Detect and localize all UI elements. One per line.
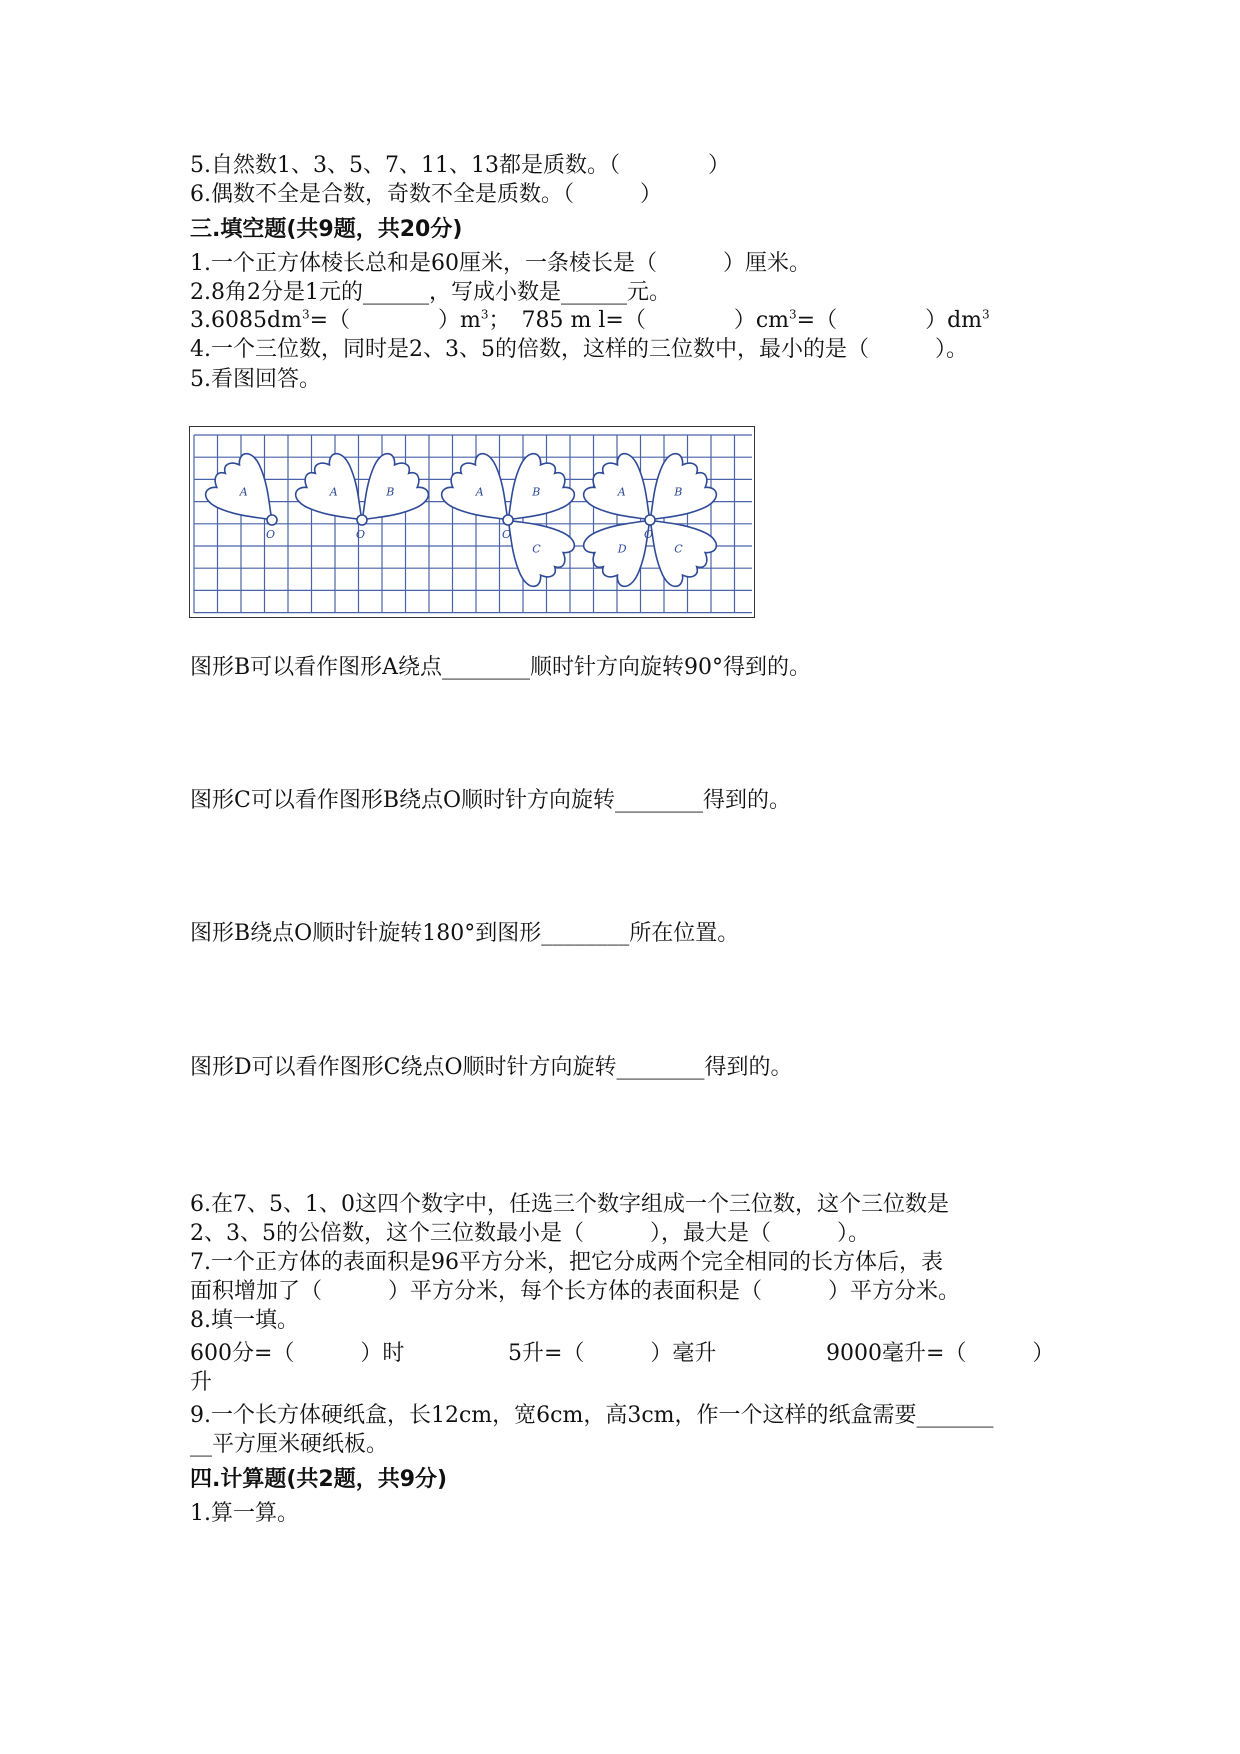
fill-q6-line1: 6.在7、5、1、0这四个数字中，任选三个数字组成一个三位数，这个三位数是: [190, 1192, 949, 1217]
center-point: [357, 515, 367, 525]
fill-q4: 4.一个三位数，同时是2、3、5的倍数，这样的三位数中，最小的是（ ）。: [190, 337, 968, 362]
petal-label: B: [532, 485, 541, 499]
fill-q3-part-a: 3.6085dm: [190, 308, 302, 333]
center-point: [645, 515, 655, 525]
fill-q3-part-d: =（ ）dm: [796, 308, 983, 333]
fill-q6-line2: 2、3、5的公倍数，这个三位数最小是（ ），最大是（ ）。: [190, 1221, 870, 1246]
petal-label: A: [475, 485, 484, 499]
judge-q5: 5.自然数1、3、5、7、11、13都是质数。（ ）: [190, 153, 730, 178]
petal-label: D: [617, 542, 627, 556]
section3-title: 三.填空题(共9题，共20分): [190, 217, 463, 242]
fill-q9-line2: __平方厘米硬纸板。: [190, 1432, 389, 1457]
fill-q5-d: 图形D可以看作图形C绕点O顺时针方向旋转________得到的。: [190, 1055, 793, 1080]
petal-label: A: [239, 485, 248, 499]
section4-title: 四.计算题(共2题，共9分): [190, 1467, 448, 1492]
fill-q7-line1: 7.一个正方体的表面积是96平方分米，把它分成两个完全相同的长方体后，表: [190, 1250, 943, 1275]
fill-q8-d: 升: [190, 1370, 213, 1395]
fill-q5-c: 图形B绕点O顺时针旋转180°到图形________所在位置。: [190, 921, 740, 946]
superscript: 3: [982, 307, 990, 322]
center-point: [503, 515, 513, 525]
fill-q8-b: 5升=（ ）毫升: [508, 1341, 717, 1366]
fill-q2: 2.8角2分是1元的______，写成小数是______元。: [190, 280, 671, 305]
petal-label: B: [386, 485, 395, 499]
calc-q1: 1.算一算。: [190, 1501, 299, 1526]
point-o-label: O: [502, 528, 512, 541]
fill-q3-part-c: ； 785 m l=（ ）cm: [488, 308, 790, 333]
petal-label: A: [617, 485, 626, 499]
fill-q3-part-b: =（ ）m: [309, 308, 481, 333]
superscript: 3: [789, 307, 797, 322]
fill-q8-a: 600分=（ ）时: [190, 1341, 405, 1366]
point-o-label: O: [266, 528, 276, 541]
rotation-figure: [189, 426, 755, 618]
petal-label: C: [674, 542, 683, 556]
fill-q8-c: 9000毫升=（ ）: [826, 1341, 1055, 1366]
petal-label: C: [532, 542, 541, 556]
petal-label: B: [674, 485, 683, 499]
center-point: [267, 515, 277, 525]
superscript: 3: [480, 307, 489, 322]
fill-q7-line2: 面积增加了（ ）平方分米，每个长方体的表面积是（ ）平方分米。: [190, 1279, 961, 1304]
fill-q3: [190, 307, 990, 335]
judge-q6: 6.偶数不全是合数，奇数不全是质数。（ ）: [190, 182, 662, 207]
fill-q5-a: 图形B可以看作图形A绕点________顺时针方向旋转90°得到的。: [190, 655, 812, 680]
fill-q5-b: 图形C可以看作图形B绕点O顺时针方向旋转________得到的。: [190, 788, 792, 813]
fill-q8: 8.填一填。: [190, 1308, 299, 1333]
point-o-label: O: [644, 528, 654, 541]
fill-q1: 1.一个正方体棱长总和是60厘米，一条棱长是（ ）厘米。: [190, 251, 811, 276]
fill-q5: 5.看图回答。: [190, 367, 321, 392]
superscript: 3: [301, 307, 310, 322]
petal-label: A: [329, 485, 338, 499]
fill-q9-line1: 9.一个长方体硬纸盒，长12cm，宽6cm，高3cm，作一个这样的纸盒需要_______: [190, 1403, 994, 1428]
point-o-label: O: [356, 528, 366, 541]
